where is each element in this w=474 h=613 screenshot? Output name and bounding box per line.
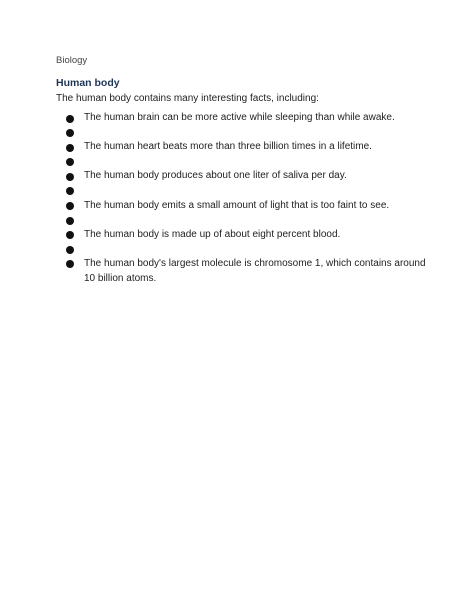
- subject-label: Biology: [56, 55, 88, 66]
- list-item-text: The human body is made up of about eight percent blood.: [84, 228, 341, 240]
- list-item-text: The human body's largest molecule is chromosome 1, which contains around 10 billion atoms.: [84, 257, 426, 284]
- list-item: [66, 155, 426, 170]
- bullet-icon: [66, 173, 74, 181]
- list-item: [66, 228, 426, 243]
- bullet-icon: [66, 202, 74, 210]
- bullet-icon: [66, 217, 74, 225]
- section-title: Human body: [56, 77, 120, 89]
- list-item-text: The human heart beats more than three billion times in a lifetime.: [84, 141, 372, 153]
- list-item: [66, 126, 426, 141]
- bullet-icon: [66, 231, 74, 239]
- list-item-text: The human brain can be more active while sleeping than while awake.: [84, 112, 395, 123]
- bullet-icon: [66, 158, 74, 166]
- bullet-icon: [66, 144, 74, 152]
- bullet-icon: [66, 129, 74, 137]
- bullet-icon: [66, 115, 74, 123]
- list-item: [66, 111, 426, 126]
- list-item: [66, 184, 426, 199]
- bullet-icon: [66, 260, 74, 268]
- list-item-text: The human body emits a small amount of light that is too faint to see.: [84, 199, 390, 211]
- list-item: [66, 257, 426, 286]
- bullet-icon: [66, 187, 74, 195]
- facts-bullet-list: [66, 111, 426, 286]
- list-item: [66, 140, 426, 155]
- intro-paragraph: The human body contains many interesting facts, including:: [56, 93, 319, 104]
- list-item: [66, 242, 426, 257]
- list-item: [66, 199, 426, 214]
- list-item-text: The human body produces about one liter of saliva per day.: [84, 170, 347, 182]
- list-item: [66, 213, 426, 228]
- bullet-icon: [66, 246, 74, 254]
- list-item: [66, 169, 426, 184]
